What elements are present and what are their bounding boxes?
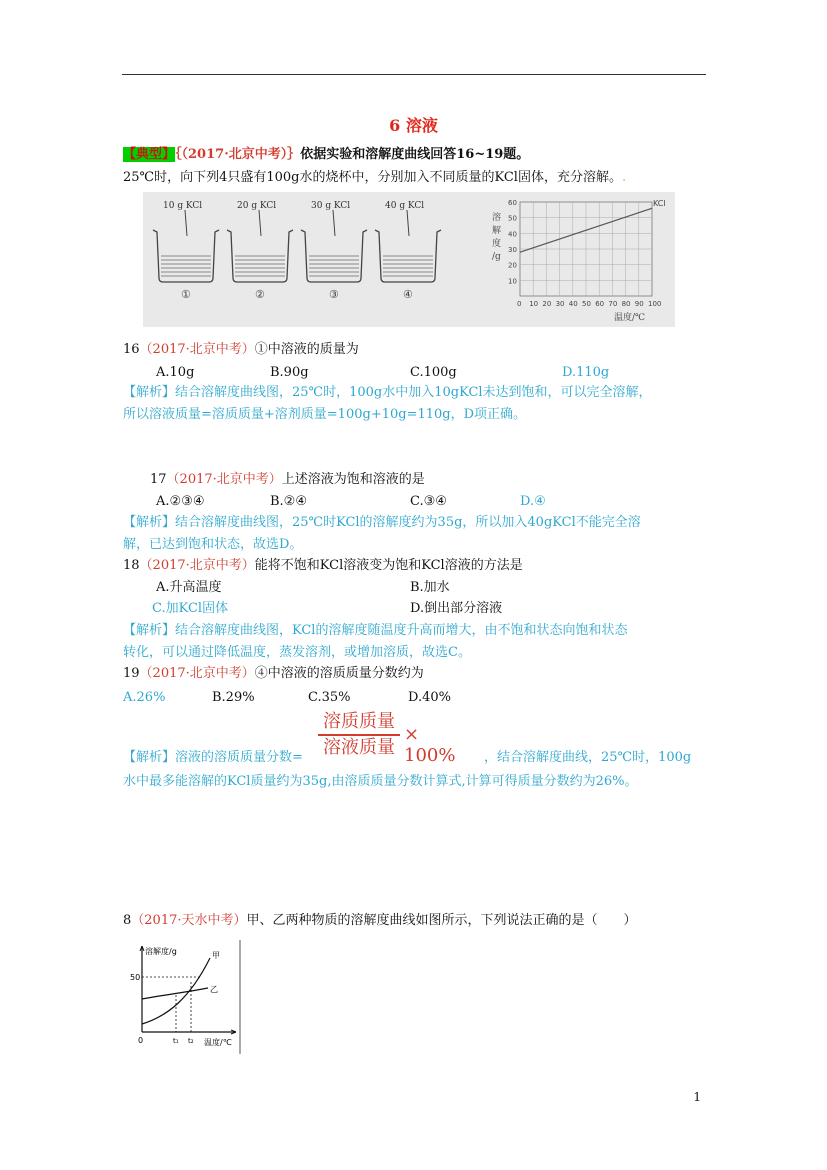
figure1-svg [143, 192, 675, 327]
q16-number: 16 [123, 342, 140, 357]
formula-fraction-bar [318, 734, 400, 736]
q17-text: 上述溶液为饱和溶液的是 [281, 472, 425, 487]
q16-option-a: A.10g [156, 365, 195, 380]
figure2-label-yi: 乙 [210, 985, 218, 994]
graph-xtick: 30 [555, 300, 565, 308]
graph-xtick: 70 [608, 300, 618, 308]
graph-ytick: 10 [508, 277, 517, 286]
intro-line [123, 146, 529, 163]
page-number: 1 [693, 1090, 701, 1104]
graph-ytick: 30 [508, 246, 517, 254]
beaker-arrow [407, 210, 409, 236]
q19-analysis-suffix: ，结合溶解度曲线，25℃时，100g [484, 750, 692, 765]
graph-xtick: 60 [595, 300, 605, 308]
intro-text: 依据实验和溶解度曲线回答16~19题。 [300, 147, 530, 162]
q17-option-c: C.③④ [410, 494, 447, 509]
q17-option-a: A.②③④ [156, 494, 205, 509]
beaker-3 [301, 201, 367, 301]
figure2-label-jia: 甲 [212, 951, 220, 960]
q18-option-a: A.升高温度 [156, 580, 222, 595]
q18-option-d: D.倒出部分溶液 [410, 601, 503, 616]
figure2-origin: 0 [138, 1036, 144, 1045]
typical-tag: 【典型】 [123, 147, 176, 162]
q19-option-a: A.26% [123, 690, 166, 705]
formula-numerator: 溶质质量 [323, 711, 395, 732]
graph-xtick: 20 [542, 300, 552, 308]
solubility-graph [492, 199, 666, 323]
q8-stem [123, 912, 637, 929]
beaker-1 [153, 201, 219, 301]
q19-number: 19 [123, 666, 140, 681]
graph-xtick: 50 [582, 300, 591, 308]
q17-option-d: D.④ [520, 494, 546, 509]
q8-source: （2017·天水中考） [131, 913, 247, 928]
q19-option-d: D.40% [408, 690, 451, 705]
graph-ylabel-char: 解 [492, 226, 502, 236]
graph-ytick: 60 [508, 199, 517, 207]
q18-number: 18 [123, 558, 140, 573]
graph-ylabel-char: 度 [492, 239, 502, 249]
intro-dot: . [621, 170, 627, 185]
q19-option-c: C.35% [308, 690, 351, 705]
graph-xlabel: 温度/℃ [614, 313, 646, 323]
figure2-t2: t₂ [188, 1037, 194, 1045]
solubility-curves-figure [128, 940, 242, 1054]
figure2-t1: t₁ [173, 1037, 179, 1045]
q17-stem [150, 471, 425, 488]
q16-stem [123, 341, 359, 358]
q17-number: 17 [150, 472, 167, 487]
graph-xtick: 40 [568, 300, 578, 308]
beaker-arrow [185, 210, 187, 236]
beaker-label: 20 g KCl [237, 201, 277, 211]
q18-analysis-1: 【解析】结合溶解度曲线图，KCl的溶解度随温度升高而增大，由不饱和状态向饱和状态 [123, 623, 628, 638]
intro-line-2 [123, 169, 626, 186]
graph-ylabel-char: 溶 [492, 213, 502, 223]
formula-denominator: 溶液质量 [323, 736, 395, 758]
beaker-number: ② [255, 288, 265, 301]
mass-fraction-formula [318, 711, 456, 766]
q17-source: （2017·北京中考） [166, 472, 282, 487]
q18-text: 能将不饱和KCl溶液变为饱和KCl溶液的方法是 [254, 558, 523, 573]
graph-xtick: 80 [621, 300, 631, 308]
graph-ytick: 50 [508, 214, 517, 223]
beaker-number: ④ [403, 288, 413, 301]
figure2-curve-yi [142, 988, 208, 999]
intro-source: ｛（2017·北京中考）｝ [175, 147, 301, 162]
beaker-label: 40 g KCl [385, 201, 425, 211]
q19-text: ④中溶液的溶质质量分数约为 [254, 666, 424, 681]
formula-times-100: × 100% [404, 724, 456, 766]
q18-option-b: B.加水 [410, 580, 450, 595]
beaker-4 [375, 201, 441, 301]
graph-ylabel-char: /g [492, 252, 501, 262]
figure2-xlabel: 温度/℃ [204, 1038, 232, 1047]
beaker-arrow [333, 210, 335, 236]
q16-source: （2017·北京中考） [139, 342, 255, 357]
q19-option-b: B.29% [212, 690, 255, 705]
figure2-y50: 50 [130, 973, 141, 982]
beaker-number: ③ [329, 288, 339, 301]
q8-number: 8 [123, 913, 132, 928]
beaker-2 [227, 201, 293, 301]
graph-xtick: 90 [634, 300, 644, 308]
q16-analysis-1: 【解析】结合溶解度曲线图，25℃时，100g水中加入10gKCl未达到饱和，可以完全溶解， [123, 385, 652, 400]
q18-analysis-2: 转化，可以通过降低温度，蒸发溶剂，或增加溶质，故选C。 [123, 645, 471, 660]
q18-source: （2017·北京中考） [139, 558, 255, 573]
q16-analysis-2: 所以溶液质量=溶质质量+溶剂质量=100g+10g=110g，D项正确。 [123, 407, 527, 422]
q16-text: ①中溶液的质量为 [254, 342, 359, 357]
figure2-svg [128, 940, 242, 1054]
beaker-number: ① [181, 288, 191, 301]
q16-option-d: D.110g [562, 365, 610, 380]
figure2-curve-jia [142, 958, 210, 1024]
q17-analysis-1: 【解析】结合溶解度曲线图，25℃时KCl的溶解度约为35g，所以加入40gKCl不能完全溶 [123, 515, 641, 530]
graph-ytick: 40 [508, 230, 517, 239]
figure2-ylabel: 溶解度/g [145, 947, 177, 956]
intro-statement: 25℃时，向下列4只盛有100g水的烧杯中，分别加入不同质量的KCl固体，充分溶解。 [123, 170, 622, 185]
q19-source: （2017·北京中考） [139, 666, 255, 681]
kcl-series-label: KCl [653, 199, 666, 208]
q16-option-b: B.90g [270, 365, 309, 380]
header-rule [122, 74, 706, 75]
q17-option-b: B.②④ [270, 494, 307, 509]
q18-stem [123, 557, 523, 574]
q17-analysis-2: 解，已达到饱和状态，故选D。 [123, 537, 303, 552]
q19-stem [123, 665, 424, 682]
q19-analysis-prefix: 【解析】溶液的溶质质量分数= [123, 750, 303, 765]
q8-text: 甲、乙两种物质的溶解度曲线如图所示，下列说法正确的是（ ） [246, 913, 637, 928]
beaker-arrow [259, 210, 261, 236]
graph-ytick: 20 [508, 261, 517, 270]
page-title: 6 溶液 [389, 116, 438, 135]
beaker-label: 10 g KCl [163, 201, 203, 211]
graph-xtick: 10 [529, 300, 539, 308]
q18-option-c: C.加KCl固体 [152, 601, 229, 616]
beakers-solubility-figure [143, 192, 675, 327]
q19-analysis-2: 水中最多能溶解的KCl质量约为35g,由溶质质量分数计算式,计算可得质量分数约为26%。 [123, 774, 638, 789]
graph-xtick: 0 [517, 300, 522, 308]
graph-xtick: 100 [648, 300, 662, 308]
q16-option-c: C.100g [410, 365, 457, 380]
beaker-label: 30 g KCl [311, 201, 351, 211]
beakers-group [153, 201, 441, 301]
